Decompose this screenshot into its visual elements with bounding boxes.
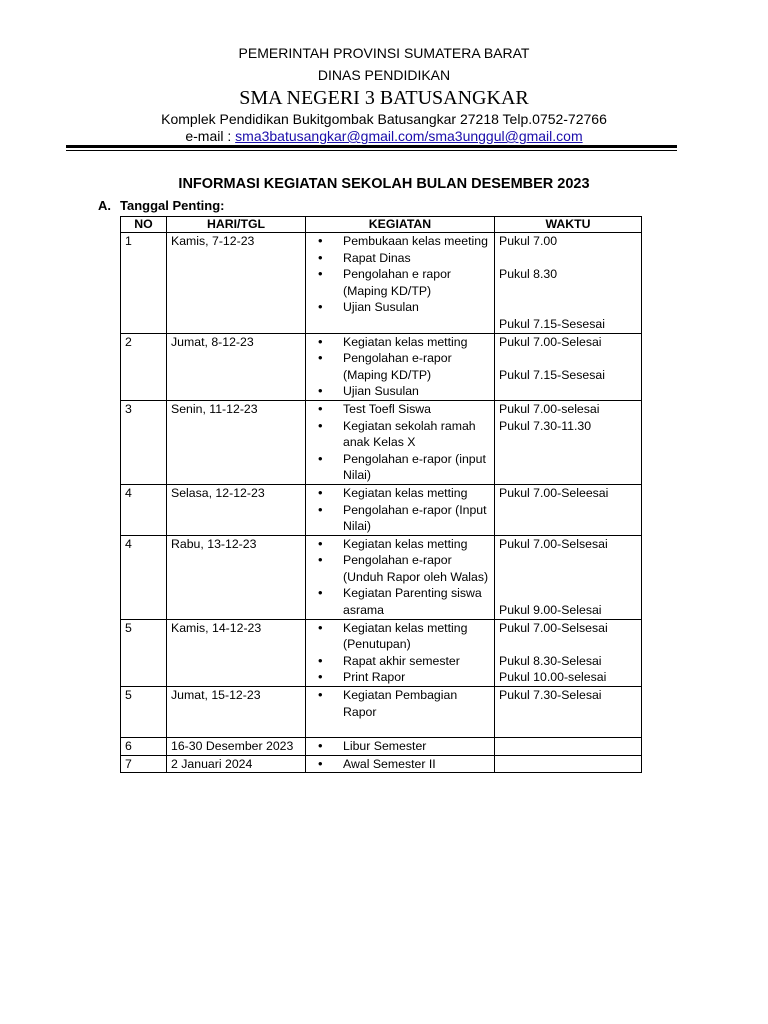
- section-letter: A.: [98, 198, 111, 213]
- schedule-table: [120, 216, 642, 773]
- activity-item: • Ujian Susulan: [310, 299, 494, 316]
- row-day: 16-30 Desember 2023: [167, 738, 306, 756]
- row-day: Jumat, 8-12-23: [167, 333, 306, 400]
- activity-item: • Kegiatan kelas metting: [310, 485, 494, 502]
- header-email-label: e-mail :: [185, 128, 236, 144]
- time-item: Pukul 7.30-11.30: [499, 418, 592, 433]
- activity-item: • Pengolahan e rapor (Maping KD/TP): [310, 266, 494, 299]
- row-activities: [306, 755, 495, 773]
- row-no: 1: [121, 233, 167, 334]
- row-times: [495, 333, 642, 400]
- time-item: Pukul 7.15-Sesesai: [499, 367, 605, 382]
- activity-item: • Kegiatan kelas metting (Penutupan): [310, 620, 494, 653]
- row-no: 5: [121, 687, 167, 738]
- activity-item: • Kegiatan kelas metting: [310, 334, 494, 351]
- table-row: [121, 233, 642, 334]
- table-row: [121, 400, 642, 484]
- table-header-row: [121, 217, 642, 233]
- row-no: 7: [121, 755, 167, 773]
- letterhead-rule-thin: [66, 150, 677, 151]
- header-day: HARI/TGL: [167, 217, 306, 233]
- time-item: Pukul 7.00-Seleesai: [499, 485, 609, 500]
- row-times: [495, 535, 642, 619]
- row-activities: [306, 400, 495, 484]
- row-times: [495, 619, 642, 686]
- time-item: Pukul 7.00: [499, 234, 558, 248]
- table-row: [121, 738, 642, 756]
- row-activities: [306, 535, 495, 619]
- header-email-line: [60, 127, 708, 145]
- time-item: Pukul 8.30: [499, 267, 558, 282]
- time-item: Pukul 7.15-Sesesai: [499, 316, 605, 331]
- activity-item: • Kegiatan sekolah ramah anak Kelas X: [310, 418, 494, 451]
- row-day: Selasa, 12-12-23: [167, 484, 306, 535]
- activity-item: • Kegiatan Pembagian Rapor: [310, 687, 494, 720]
- row-times: [495, 484, 642, 535]
- row-no: 4: [121, 535, 167, 619]
- section-label: Tanggal Penting:: [120, 198, 225, 213]
- table-row: [121, 484, 642, 535]
- row-activities: [306, 619, 495, 686]
- row-day: Senin, 11-12-23: [167, 400, 306, 484]
- header-no: NO: [121, 217, 167, 233]
- table-row: [121, 333, 642, 400]
- row-activities: [306, 687, 495, 738]
- activity-item: • Kegiatan kelas metting: [310, 536, 494, 553]
- row-day: Kamis, 7-12-23: [167, 233, 306, 334]
- table-row: [121, 535, 642, 619]
- table-row: [121, 755, 642, 773]
- time-item: Pukul 7.00-selesai: [499, 401, 600, 416]
- row-activities: [306, 484, 495, 535]
- header-department: DINAS PENDIDIKAN: [317, 67, 451, 83]
- table-row: [121, 619, 642, 686]
- header-province: PEMERINTAH PROVINSI SUMATERA BARAT: [238, 45, 530, 61]
- document-title: INFORMASI KEGIATAN SEKOLAH BULAN DESEMBER 2023: [178, 176, 590, 192]
- row-day: Kamis, 14-12-23: [167, 619, 306, 686]
- row-activities: [306, 738, 495, 756]
- row-times: [495, 738, 642, 756]
- activity-item: • Kegiatan Parenting siswa asrama: [310, 585, 494, 618]
- letterhead-rule-thick: [66, 145, 677, 148]
- time-item: Pukul 7.30-Selesai: [499, 688, 602, 703]
- row-activities: [306, 233, 495, 334]
- time-item: Pukul 10.00-selesai: [499, 670, 607, 685]
- activity-item: • Pengolahan e-rapor (Maping KD/TP): [310, 350, 494, 383]
- activity-item: • Ujian Susulan: [310, 383, 494, 400]
- time-item: Pukul 9.00-Selesai: [499, 603, 602, 618]
- row-times: [495, 755, 642, 773]
- activity-item: • Rapat Dinas: [310, 250, 494, 267]
- activity-item: • Rapat akhir semester: [310, 653, 494, 670]
- row-times: [495, 400, 642, 484]
- activity-item: • Test Toefl Siswa: [310, 401, 494, 418]
- row-times: [495, 687, 642, 738]
- time-item: Pukul 7.00-Selesai: [499, 334, 602, 349]
- activity-item: • Pengolahan e-rapor (Input Nilai): [310, 502, 494, 535]
- activity-item: • Libur Semester: [310, 738, 494, 755]
- activity-item: • Pengolahan e-rapor (Unduh Rapor oleh Walas): [310, 552, 494, 585]
- row-day: Rabu, 13-12-23: [167, 535, 306, 619]
- row-times: [495, 233, 642, 334]
- time-item: Pukul 8.30-Selesai: [499, 653, 602, 668]
- section-heading: [98, 198, 224, 214]
- header-address: Komplek Pendidikan Bukitgombak Batusangkar 27218 Telp.0752-72766: [161, 111, 607, 127]
- time-item: Pukul 7.00-Selsesai: [499, 536, 608, 551]
- activity-item: • Pembukaan kelas meeting: [310, 233, 494, 250]
- row-day: Jumat, 15-12-23: [167, 687, 306, 738]
- row-no: 3: [121, 400, 167, 484]
- activity-item: • Pengolahan e-rapor (input Nilai): [310, 451, 494, 484]
- header-time: WAKTU: [495, 217, 642, 233]
- activity-item: • Awal Semester II: [310, 756, 494, 773]
- row-no: 6: [121, 738, 167, 756]
- row-no: 2: [121, 333, 167, 400]
- header-email-link[interactable]: sma3batusangkar@gmail.com/sma3unggul@gmail.com: [235, 128, 583, 144]
- header-school-name: SMA NEGERI 3 BATUSANGKAR: [239, 87, 529, 109]
- row-activities: [306, 333, 495, 400]
- time-item: Pukul 7.00-Selsesai: [499, 620, 608, 635]
- table-row: [121, 687, 642, 738]
- row-no: 5: [121, 619, 167, 686]
- row-day: 2 Januari 2024: [167, 755, 306, 773]
- header-activity: KEGIATAN: [306, 217, 495, 233]
- activity-item: • Print Rapor: [310, 669, 494, 686]
- row-no: 4: [121, 484, 167, 535]
